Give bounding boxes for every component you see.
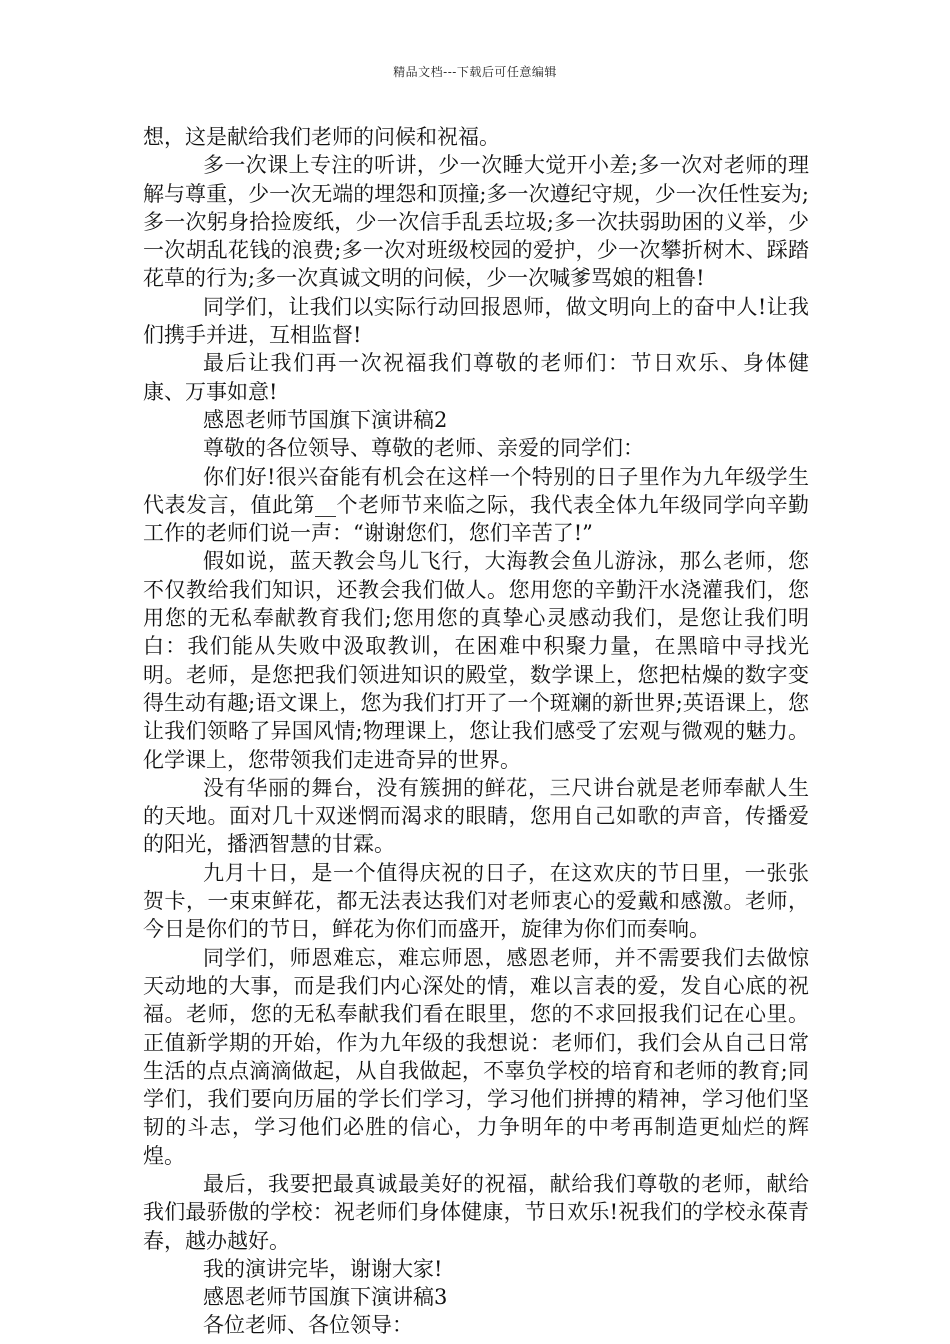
- paragraph: 没有华丽的舞台，没有簇拥的鲜花，三尺讲台就是老师奉献人生的天地。面对几十双迷惘而渴求的眼睛，您用自己如歌的声音，传播爱的阳光，播洒智慧的甘霖。: [143, 775, 809, 857]
- paragraph: 你们好!很兴奋能有机会在这样一个特别的日子里作为九年级学生代表发言，值此第__个老师节来临之际，我代表全体九年级同学向辛勤工作的老师们说一声：“谢谢您们，您们辛苦了!”: [143, 464, 809, 546]
- paragraph: 九月十日，是一个值得庆祝的日子，在这欢庆的节日里，一张张贺卡，一束束鲜花，都无法表达我们对老师衷心的爱戴和感激。老师，今日是你们的节日，鲜花为你们而盛开，旋律为你们而奏响。: [143, 860, 809, 942]
- section-title: 感恩老师节国旗下演讲稿3: [203, 1285, 448, 1310]
- paragraph: 假如说，蓝天教会鸟儿飞行，大海教会鱼儿游泳，那么老师，您不仅教给我们知识，还教会我们做人。您用您的辛勤汗水浇灌我们，您用您的无私奉献教育我们;您用您的真挚心灵感动我们，是您让我们明白：我们能从失败中汲取教训，在困难中积聚力量，在黑暗中寻找光明。老师，是您把我们领进知识的殿堂，数学课上，您把枯燥的数字变得生动有趣;语文课上，您为我们打开了一个斑斓的新世界;英语课上，您让我们领略了异国风情;物理课上，您让我们感受了宏观与微观的魅力。化学课上，您带领我们走进奇异的世界。: [143, 549, 809, 772]
- salutation: 尊敬的各位领导、尊敬的老师、亲爱的同学们：: [203, 436, 644, 461]
- document-body: [143, 123, 809, 1340]
- paragraph: 同学们，让我们以实际行动回报恩师，做文明向上的奋中人!让我们携手并进，互相监督!: [143, 294, 809, 348]
- salutation: 各位老师、各位领导：: [203, 1313, 413, 1338]
- closing-line: 我的演讲完毕，谢谢大家!: [203, 1256, 443, 1281]
- paragraph: 最后让我们再一次祝福我们尊敬的老师们：节日欢乐、身体健康、万事如意!: [143, 351, 809, 404]
- paragraph: 最后，我要把最真诚最美好的祝福，献给我们尊敬的老师，献给我们最骄傲的学校：祝老师们身体健康，节日欢乐!祝我们的学校永葆青春，越办越好。: [143, 1171, 809, 1253]
- paragraph: 想，这是献给我们老师的问候和祝福。: [143, 125, 500, 149]
- paragraph: 多一次课上专注的听讲，少一次睡大觉开小差;多一次对老师的理解与尊重，少一次无端的埋怨和顶撞;多一次遵纪守规，少一次任性妄为;多一次躬身拾捡废纸，少一次信手乱丢垃圾;多一次扶弱助困的义举，少一次胡乱花钱的浪费;多一次对班级校园的爱护，少一次攀折树木、踩踏花草的行为;多一次真诚文明的问候，少一次喊爹骂娘的粗鲁!: [143, 153, 809, 291]
- paragraph: 同学们，师恩难忘，难忘师恩，感恩老师，并不需要我们去做惊天动地的大事，而是我们内心深处的情，难以言表的爱，发自心底的祝福。老师，您的无私奉献我们看在眼里，您的不求回报我们记在心里。正值新学期的开始，作为九年级的我想说：老师们，我们会从自己日常生活的点点滴滴做起，从自我做起，不辜负学校的培育和老师的教育;同学们，我们要向历届的学长们学习，学习他们拼搏的精神，学习他们坚韧的斗志，学习他们必胜的信心，力争明年的中考再制造更灿烂的辉煌。: [143, 945, 809, 1168]
- page-header: 精品文档---下载后可任意编辑: [393, 65, 557, 79]
- section-title: 感恩老师节国旗下演讲稿2: [203, 407, 448, 432]
